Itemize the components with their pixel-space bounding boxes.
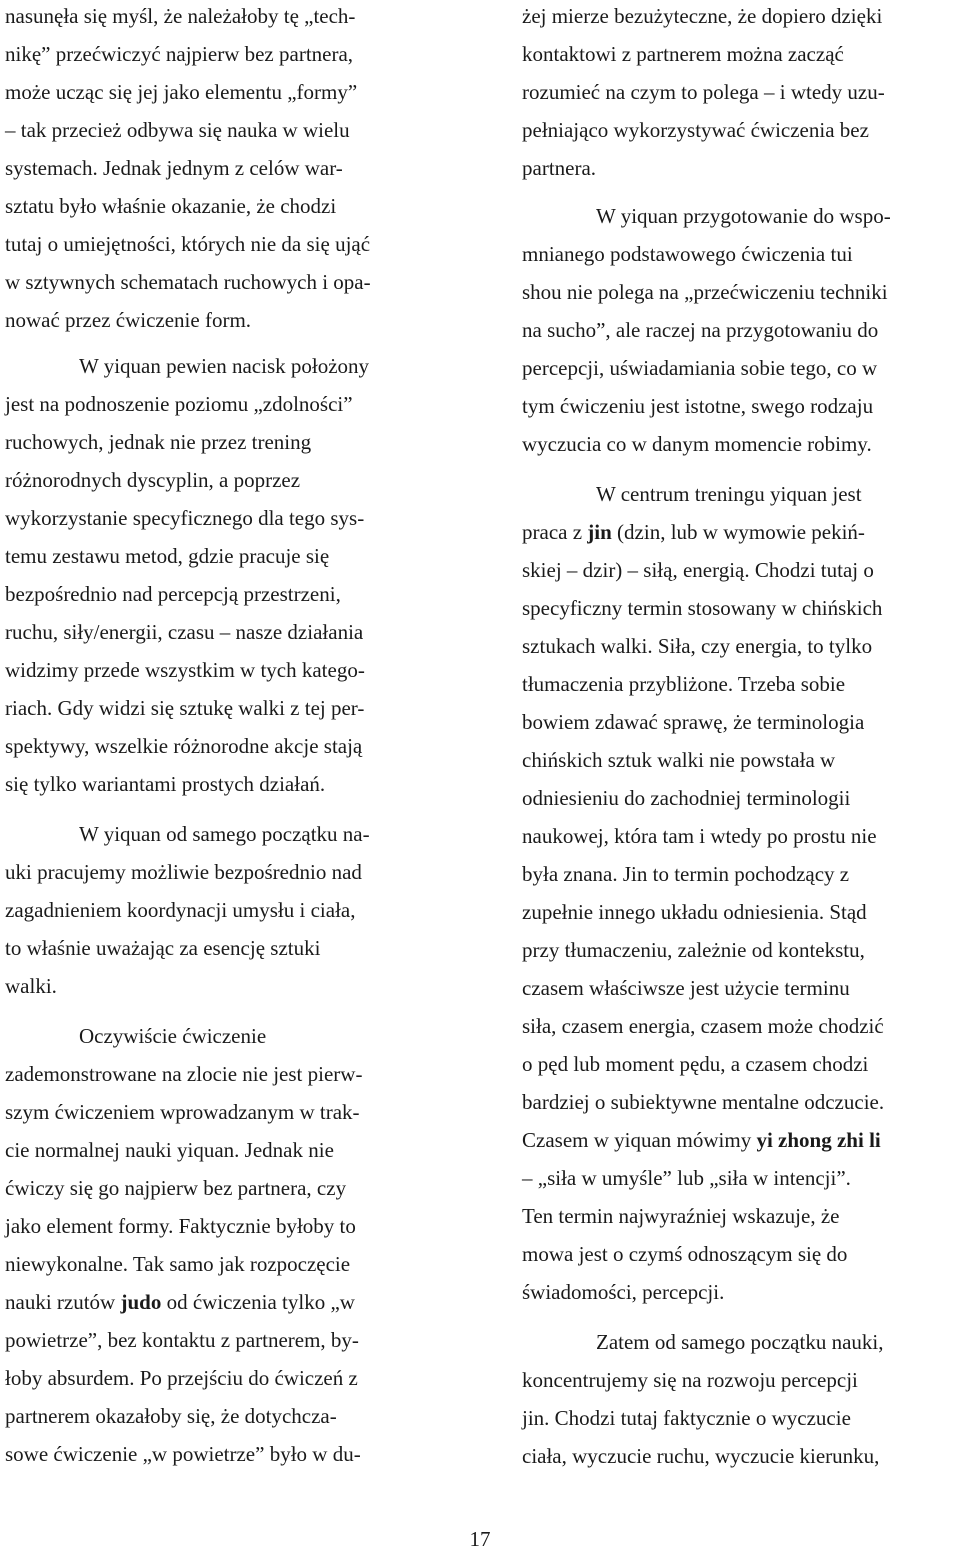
text-line: ciała, wyczucie ruchu, wyczucie kierunku,: [522, 1444, 880, 1468]
text-line: szym ćwiczeniem wprowadzanym w trak-: [5, 1100, 360, 1124]
text-line: niewykonalne. Tak samo jak rozpoczęcie: [5, 1252, 351, 1276]
text-line: ruchowych, jednak nie przez trening: [5, 430, 312, 454]
text-line: skiej – dzir) – siłą, energią. Chodzi tutaj o: [522, 558, 874, 582]
text-line: tłumaczenia przybliżone. Trzeba sobie: [522, 672, 846, 696]
text-line: uki pracujemy możliwie bezpośrednio nad: [5, 860, 362, 884]
text-line: nasunęła się myśl, że należałoby tę „tech-: [5, 4, 356, 28]
text-line: świadomości, percepcji.: [522, 1280, 725, 1304]
text-line: naukowej, która tam i wtedy po prostu nie: [522, 824, 877, 848]
text-line: była znana. Jin to termin pochodzący z: [522, 862, 850, 886]
text-line: spektywy, wszelkie różnorodne akcje stają: [5, 734, 363, 758]
text-line: odniesieniu do zachodniej terminologii: [522, 786, 851, 810]
text-line: partnerem okazałoby się, że dotychcza-: [5, 1404, 337, 1428]
text-line: może ucząc się jej jako elementu „formy”: [5, 80, 358, 104]
text-line: ruchu, siły/energii, czasu – nasze działania: [5, 620, 364, 644]
text-line: na sucho”, ale raczej na przygotowaniu do: [522, 318, 879, 342]
text-line: systemach. Jednak jednym z celów war-: [5, 156, 343, 180]
text-line: partnera.: [522, 156, 597, 180]
text-line: koncentrujemy się na rozwoju percepcji: [522, 1368, 858, 1392]
text-line: pełniająco wykorzystywać ćwiczenia bez: [522, 118, 869, 142]
text-line: zupełnie innego układu odniesienia. Stąd: [522, 900, 867, 924]
text-line: chińskich sztuk walki nie powstała w: [522, 748, 836, 772]
text-line: mowa jest o czymś odnoszącym się do: [522, 1242, 848, 1266]
text-line: jako element formy. Faktycznie byłoby to: [5, 1214, 356, 1238]
text-line: zagadnieniem koordynacji umysłu i ciała,: [5, 898, 356, 922]
text-line: – tak przecież odbywa się nauka w wielu: [5, 118, 350, 142]
text-line: się tylko wariantami prostych działań.: [5, 772, 326, 796]
text-line: W yiquan pewien nacisk położony: [79, 354, 370, 378]
text-line: W yiquan przygotowanie do wspo-: [596, 204, 891, 228]
text-line: riach. Gdy widzi się sztukę walki z tej per-: [5, 696, 365, 720]
text-line: praca z jin (dzin, lub w wymowie pekiń-: [522, 520, 865, 544]
text-line: nauki rzutów judo od ćwiczenia tylko „w: [5, 1290, 355, 1314]
text-line: różnorodnych dyscyplin, a poprzez: [5, 468, 301, 492]
text-line: sowe ćwiczenie „w powietrze” było w du-: [5, 1442, 361, 1466]
text-line: kontaktowi z partnerem można zacząć: [522, 42, 844, 66]
text-line: bardziej o subiektywne mentalne odczucie.: [522, 1090, 885, 1114]
text-line: czasem właściwsze jest użycie terminu: [522, 976, 850, 1000]
text-line: Czasem w yiquan mówimy yi zhong zhi li: [522, 1128, 881, 1152]
bold-term: jin: [587, 520, 612, 544]
text-line: temu zestawu metod, gdzie pracuje się: [5, 544, 330, 568]
text-line: przy tłumaczeniu, zależnie od kontekstu,: [522, 938, 865, 962]
text-line: zademonstrowane na zlocie nie jest pierw-: [5, 1062, 363, 1086]
text-line: jest na podnoszenie poziomu „zdolności”: [5, 392, 353, 416]
text-line: nować przez ćwiczenie form.: [5, 308, 252, 332]
text-line: wykorzystanie specyficznego dla tego sys-: [5, 506, 365, 530]
text-line: Zatem od samego początku nauki,: [596, 1330, 884, 1354]
text-line: bezpośrednio nad percepcją przestrzeni,: [5, 582, 341, 606]
text-line: powietrze”, bez kontaktu z partnerem, by-: [5, 1328, 359, 1352]
text-line: tutaj o umiejętności, których nie da się ująć: [5, 232, 371, 256]
text-line: Oczywiście ćwiczenie: [79, 1024, 267, 1048]
page-number: 17: [469, 1527, 491, 1551]
text-line: to właśnie uważając za esencję sztuki: [5, 936, 321, 960]
text-line: W yiquan od samego początku na-: [79, 822, 370, 846]
text-line: – „siła w umyśle” lub „siła w intencji”.: [522, 1166, 851, 1190]
text-line: percepcji, uświadamiania sobie tego, co w: [522, 356, 878, 380]
text-line: sztukach walki. Siła, czy energia, to tylko: [522, 634, 873, 658]
text-line: łoby absurdem. Po przejściu do ćwiczeń z: [5, 1366, 358, 1390]
text-line: shou nie polega na „przećwiczeniu techniki: [522, 280, 888, 304]
text-line: żej mierze bezużyteczne, że dopiero dzięki: [522, 4, 883, 28]
text-line: bowiem zdawać sprawę, że terminologia: [522, 710, 865, 734]
text-line: w sztywnych schematach ruchowych i opa-: [5, 270, 371, 294]
text-line: o pęd lub moment pędu, a czasem chodzi: [522, 1052, 869, 1076]
text-line: widzimy przede wszystkim w tych katego-: [5, 658, 365, 682]
text-line: siła, czasem energia, czasem może chodzić: [522, 1014, 884, 1038]
text-line: rozumieć na czym to polega – i wtedy uzu-: [522, 80, 885, 104]
text-line: walki.: [5, 974, 57, 998]
bold-term: judo: [120, 1290, 162, 1314]
text-line: ćwiczy się go najpierw bez partnera, czy: [5, 1176, 347, 1200]
bold-term: yi zhong zhi li: [756, 1128, 881, 1152]
text-line: mnianego podstawowego ćwiczenia tui: [522, 242, 853, 266]
text-line: sztatu było właśnie okazanie, że chodzi: [5, 194, 337, 218]
text-line: cie normalnej nauki yiquan. Jednak nie: [5, 1138, 334, 1162]
text-line: jin. Chodzi tutaj faktycznie o wyczucie: [522, 1406, 851, 1430]
text-line: wyczucia co w danym momencie robimy.: [522, 432, 872, 456]
text-line: Ten termin najwyraźniej wskazuje, że: [522, 1204, 840, 1228]
text-line: W centrum treningu yiquan jest: [596, 482, 862, 506]
text-line: nikę” przećwiczyć najpierw bez partnera,: [5, 42, 354, 66]
text-line: specyficzny termin stosowany w chińskich: [522, 596, 883, 620]
text-line: tym ćwiczeniu jest istotne, swego rodzaju: [522, 394, 874, 418]
